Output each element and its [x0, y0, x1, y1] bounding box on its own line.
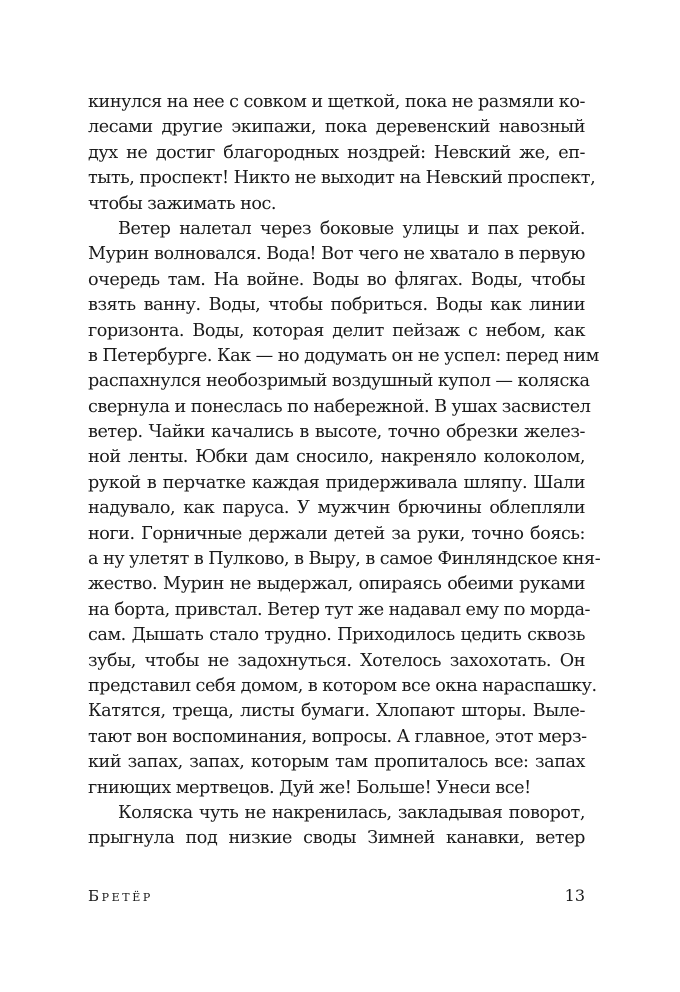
text-line: кий запах, запах, которым там пропиталось все: запах	[88, 752, 585, 773]
text-line: тыть, проспект! Никто не выходит на Невский проспект,	[88, 168, 596, 189]
running-head: Бретёр	[88, 887, 153, 905]
text-line: представил себя домом, в котором все окна нараспашку.	[88, 675, 597, 696]
text-line: очередь там. На войне. Воды во флягах. Воды, чтобы	[88, 269, 585, 290]
body-text	[88, 90, 601, 852]
text-line: горизонта. Воды, которая делит пейзаж с небом, как	[88, 320, 585, 341]
text-line: гниющих мертвецов. Дуй же! Больше! Унеси все!	[88, 777, 531, 798]
text-line: жество. Мурин не выдержал, опираясь обеими руками	[88, 574, 585, 595]
text-line: на борта, привстал. Ветер тут же надавал ему по морда-	[88, 599, 591, 620]
page-number: 13	[564, 886, 585, 905]
text-line: ной ленты. Юбки дам сносило, накреняло колоколом,	[88, 447, 585, 468]
page-footer	[88, 884, 585, 908]
text-line: в Петербурге. Как — но додумать он не успел: перед ним	[88, 345, 599, 366]
text-line: ветер. Чайки качались в высоте, точно обрезки желез-	[88, 422, 585, 443]
text-line: а ну улетят в Пулково, в Выру, в самое Финляндское кня-	[88, 549, 601, 570]
text-line: тают вон воспоминания, вопросы. А главное, этот мерз-	[88, 726, 587, 747]
text-line: Мурин волновался. Вода! Вот чего не хватало в первую	[88, 244, 585, 265]
text-line: прыгнула под низкие своды Зимней канавки, ветер	[88, 828, 585, 849]
text-line: Коляска чуть не накренилась, закладывая поворот,	[118, 802, 585, 823]
text-line: взять ванну. Воды, чтобы побриться. Воды как линии	[88, 295, 585, 316]
text-line: Катятся, треща, листы бумаги. Хлопают шторы. Выле-	[88, 701, 585, 722]
text-line: дух не достиг благородных ноздрей: Невский же, еп-	[88, 142, 585, 163]
text-line: рукой в перчатке каждая придерживала шляпу. Шали	[88, 472, 585, 493]
text-line: кинулся на нее с совком и щеткой, пока не размяли ко-	[88, 92, 585, 112]
text-line: зубы, чтобы не задохнуться. Хотелось захохотать. Он	[88, 650, 585, 671]
text-line: чтобы зажимать нос.	[88, 193, 277, 214]
text-line: Ветер налетал через боковые улицы и пах рекой.	[118, 218, 585, 239]
text-line: свернула и понеслась по набережной. В ушах засвистел	[88, 396, 591, 417]
text-line: надувало, как паруса. У мужчин брючины облепляли	[88, 498, 585, 519]
text-line: ноги. Горничные держали детей за руки, точно боясь:	[88, 523, 585, 544]
text-line: сам. Дышать стало трудно. Приходилось цедить сквозь	[88, 625, 585, 646]
text-line: распахнулся необозримый воздушный купол — коляска	[88, 371, 590, 392]
text-line: лесами другие экипажи, пока деревенский навозный	[88, 117, 585, 138]
